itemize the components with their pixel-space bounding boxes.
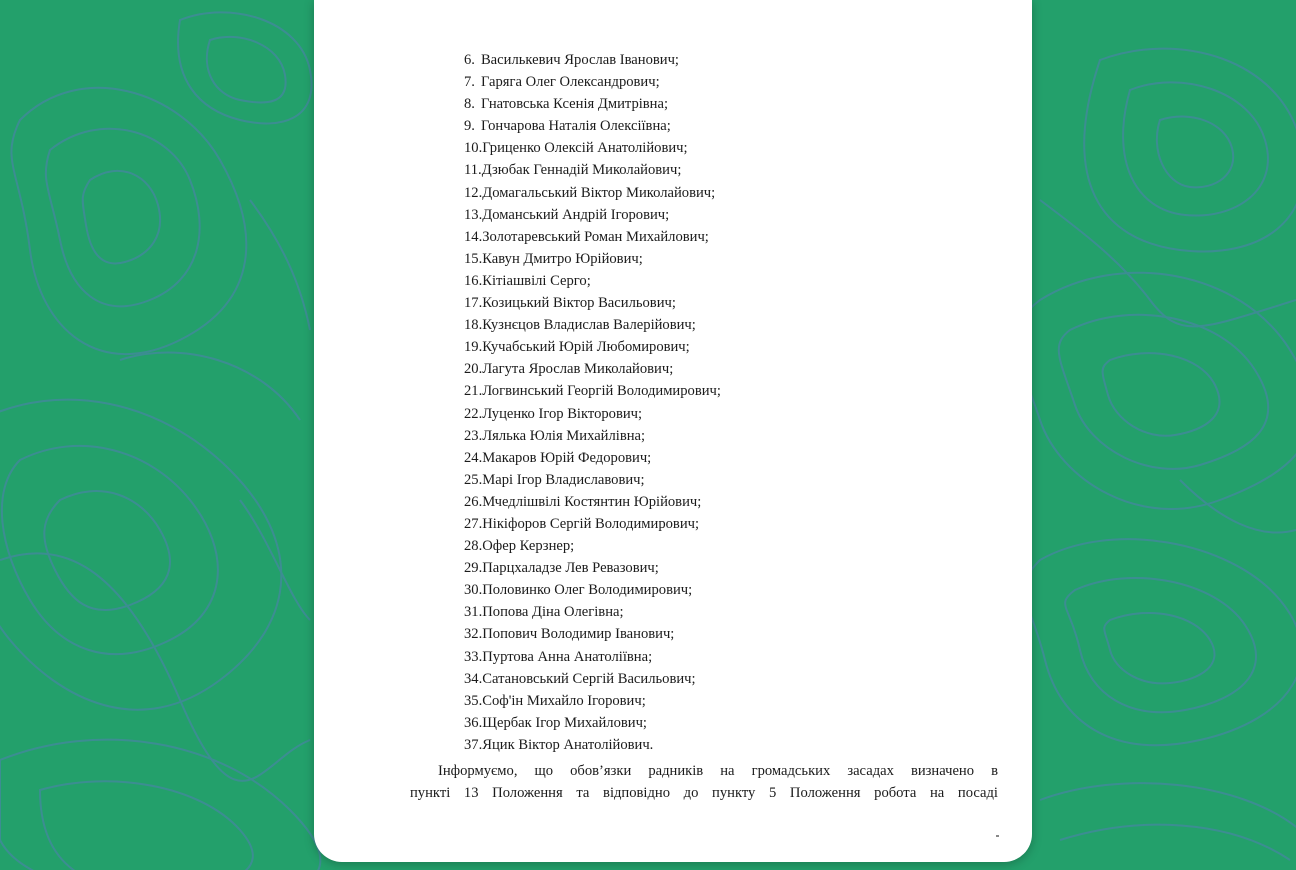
list-item-text: Дзюбак Геннадій Миколайович;	[481, 162, 682, 179]
list-item-number: 29.	[464, 560, 483, 577]
list-item	[464, 601, 721, 623]
list-item-text: Доманський Андрій Ігорович;	[482, 206, 670, 223]
list-item-text: Кузнєцов Владислав Валерійович;	[482, 317, 696, 334]
list-item-text: Гончарова Наталія Олексіївна;	[480, 118, 671, 135]
list-item	[464, 226, 721, 248]
list-item-number: 25.	[464, 471, 483, 488]
list-item-number: 34.	[464, 670, 483, 687]
list-item	[464, 292, 721, 314]
list-item	[464, 469, 721, 491]
list-item-number: 13.	[464, 206, 483, 223]
list-item-text: Макаров Юрій Федорович;	[482, 449, 652, 466]
list-item-number: 36.	[464, 714, 483, 731]
document-page	[314, 0, 1032, 862]
list-item-text: Золотаревський Роман Михайлович;	[482, 228, 709, 245]
list-item	[464, 93, 721, 115]
list-item-text: Сатановський Сергій Васильович;	[482, 670, 696, 687]
list-item	[464, 557, 721, 579]
list-item	[464, 204, 721, 226]
list-item-number: 18.	[464, 317, 483, 334]
list-item-number: 21.	[464, 383, 483, 400]
list-item	[464, 513, 721, 535]
paragraph-line-2: пункті 13 Положення та відповідно до пункту 5 Положення робота на посаді	[410, 785, 998, 801]
list-item-text: Попова Діна Олегівна;	[482, 604, 624, 621]
list-item-number: 23.	[464, 427, 483, 444]
list-item-text: Козицький Віктор Васильович;	[482, 295, 676, 312]
list-item	[464, 712, 721, 734]
list-item	[464, 137, 721, 159]
list-item	[464, 491, 721, 513]
list-item-number: 27.	[464, 515, 483, 532]
list-item	[464, 579, 721, 601]
list-item-number: 31.	[464, 604, 483, 621]
list-item	[464, 380, 721, 402]
list-item-text: Кучабський Юрій Любомирович;	[482, 339, 690, 356]
list-item-number: 28.	[464, 538, 483, 555]
list-item-text: Соф'ін Михайло Ігорович;	[482, 692, 646, 709]
list-item	[464, 248, 721, 270]
list-item-number: 6.	[464, 52, 475, 68]
list-item-number: 11.	[464, 162, 482, 179]
list-item	[464, 623, 721, 645]
list-item-text: Марі Ігор Владиславович;	[482, 471, 645, 488]
list-item	[464, 270, 721, 292]
list-item-number: 16.	[464, 272, 483, 289]
list-item	[464, 336, 721, 358]
list-item-number: 17.	[464, 295, 483, 312]
list-item	[464, 71, 721, 93]
list-item-text: Гнатовська Ксенія Дмитрівна;	[480, 96, 669, 113]
list-item-text: Парцхаладзе Лев Ревазович;	[482, 560, 659, 577]
list-item-number: 15.	[464, 250, 483, 267]
list-item	[464, 115, 721, 137]
list-item	[464, 358, 721, 380]
list-item-text: Пуртова Анна Анатоліївна;	[482, 648, 653, 665]
advisors-list	[464, 49, 721, 756]
list-item-text: Гриценко Олексій Анатолійович;	[482, 140, 688, 157]
list-item-text: Нікіфоров Сергій Володимирович;	[482, 515, 700, 532]
list-item-number: 8.	[464, 96, 475, 113]
list-item-number: 22.	[464, 405, 483, 422]
list-item-number: 14.	[464, 228, 483, 245]
list-item	[464, 425, 721, 447]
list-item	[464, 314, 721, 336]
list-item-text: Офер Керзнер;	[482, 538, 575, 555]
list-item-text: Логвинський Георгій Володимирович;	[482, 383, 721, 400]
list-item-number: 35.	[464, 692, 483, 709]
list-item	[464, 182, 721, 204]
list-item-text: Щербак Ігор Михайлович;	[482, 714, 647, 731]
list-item-number: 37.	[464, 736, 483, 753]
list-item-text: Лялька Юлія Михайлівна;	[482, 427, 646, 444]
list-item	[464, 690, 721, 712]
list-item-number: 33.	[464, 648, 483, 665]
list-item-text: Гаряга Олег Олександрович;	[480, 74, 660, 91]
list-item-text: Кавун Дмитро Юрійович;	[482, 250, 643, 267]
paragraph-line-1: Інформуємо, що обов’язки радників на громадських засадах визначено в	[438, 763, 998, 779]
list-item	[464, 668, 721, 690]
list-item-number: 24.	[464, 449, 483, 466]
list-item-text: Василькевич Ярослав Іванович;	[480, 52, 679, 68]
list-item-number: 9.	[464, 118, 475, 135]
list-item-number: 26.	[464, 493, 483, 510]
list-item-text: Половинко Олег Володимирович;	[482, 582, 693, 599]
list-item	[464, 403, 721, 425]
list-item-text: Лагута Ярослав Миколайович;	[482, 361, 674, 378]
list-item	[464, 49, 721, 71]
list-item	[464, 734, 721, 756]
page-mark	[996, 835, 999, 837]
page-top-edge	[324, 0, 1032, 30]
list-item-number: 19.	[464, 339, 483, 356]
list-item-text: Домагальський Віктор Миколайович;	[482, 184, 716, 201]
list-item-number: 10.	[464, 140, 483, 157]
list-item	[464, 646, 721, 668]
list-item-number: 32.	[464, 626, 483, 643]
list-item	[464, 447, 721, 469]
list-item	[464, 535, 721, 557]
list-item-text: Попович Володимир Іванович;	[482, 626, 675, 643]
list-item-text: Мчедлішвілі Костянтин Юрійович;	[482, 493, 702, 510]
list-item-text: Яцик Віктор Анатолійович.	[482, 736, 654, 753]
list-item-number: 30.	[464, 582, 483, 599]
list-item-number: 20.	[464, 361, 483, 378]
list-item-text: Луценко Ігор Вікторович;	[482, 405, 643, 422]
list-item	[464, 159, 721, 181]
list-item-number: 12.	[464, 184, 483, 201]
list-item-text: Кітіашвілі Серго;	[482, 272, 591, 289]
list-item-number: 7.	[464, 74, 475, 91]
